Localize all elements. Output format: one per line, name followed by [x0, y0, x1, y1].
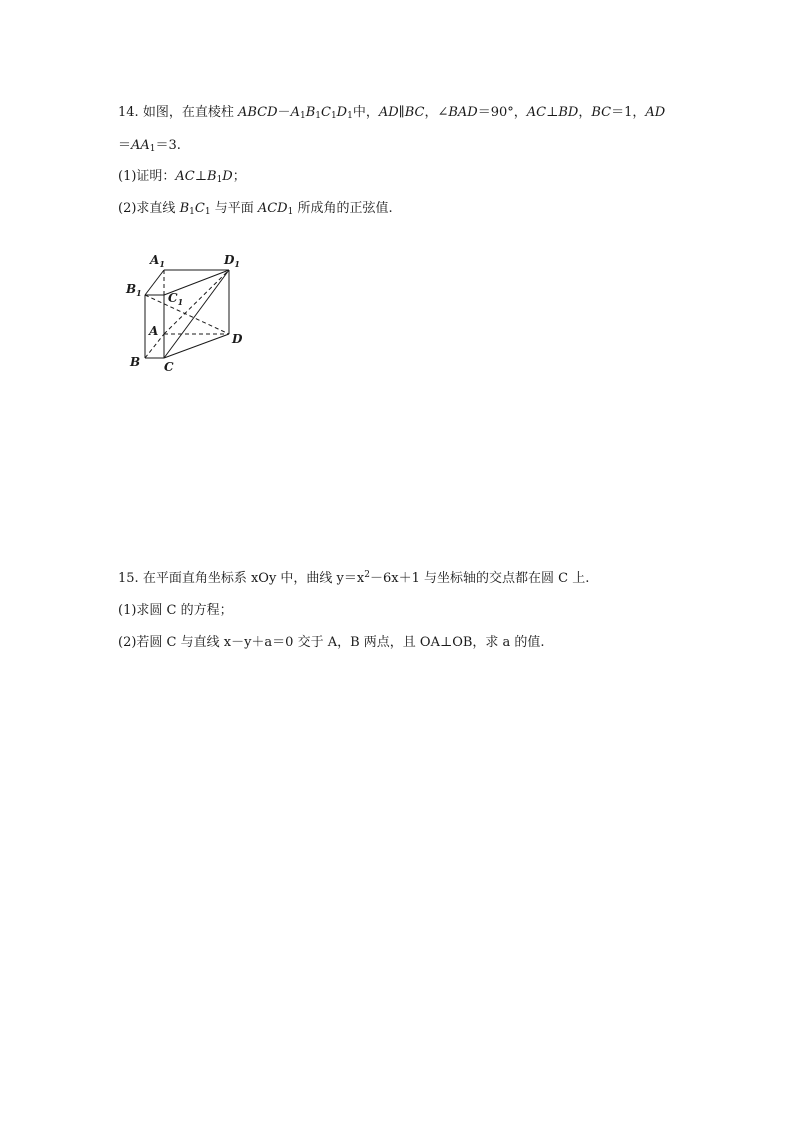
label-d1: $D_1$ — [224, 253, 240, 269]
label-a: A — [149, 324, 159, 338]
edge-c-d — [164, 334, 229, 358]
label-d: D — [232, 332, 243, 346]
q14-eq: ＝ — [118, 138, 132, 153]
q14-sub: 1 — [189, 207, 195, 217]
q14-a1: A — [290, 105, 300, 120]
q14-dash: － — [277, 105, 291, 120]
edge-b1-a1 — [145, 270, 164, 295]
q15-part2 — [118, 634, 545, 652]
q14-line2 — [118, 137, 181, 155]
q14-sub: 1 — [315, 111, 321, 121]
label-c: C — [164, 360, 174, 374]
q14-parallel: ∥ — [398, 105, 405, 120]
q14-sub: 1 — [216, 175, 223, 185]
q14-angle: ∠ — [437, 105, 449, 120]
edge-c-d1 — [164, 270, 229, 358]
q15-number: 15. — [118, 571, 139, 586]
q14-sub: 1 — [347, 111, 353, 121]
q14-part2-lead: (2)求直线 — [118, 201, 176, 216]
label-b: B — [130, 355, 141, 369]
q14-bd: BD — [558, 105, 579, 120]
q14-part2-c: C — [194, 201, 205, 216]
q14-eq3: ＝3. — [155, 138, 181, 153]
q15-lead: 在平面直角坐标系 xOy 中，曲线 y＝x — [142, 571, 365, 586]
q14-number: 14. — [118, 105, 139, 120]
q14-prism: ABCD — [237, 105, 278, 120]
q14-lead: 如图，在直棱柱 — [142, 105, 234, 120]
q14-zhong: 中， — [352, 105, 379, 120]
q14-ad: AD — [378, 105, 399, 120]
q14-part2-acd: ACD — [257, 201, 288, 216]
q14-bad: BAD — [448, 105, 478, 120]
q14-d1: D — [336, 105, 348, 120]
q14-ac: AC — [526, 105, 547, 120]
q15-exp: 2 — [364, 570, 370, 580]
label-a1: $A_1$ — [150, 253, 165, 269]
q14-part1-perp: ⊥ — [194, 169, 207, 184]
q14-aa: AA — [131, 138, 150, 153]
q14-eq1: ＝1， — [611, 105, 646, 120]
q14-c1: C — [320, 105, 331, 120]
q15-part1 — [118, 602, 233, 620]
q14-part2 — [118, 200, 393, 218]
q14-part2-b: B — [179, 201, 190, 216]
q14-comma: ， — [578, 105, 592, 120]
q14-part1-d: D — [222, 169, 233, 184]
q14-sub: 1 — [330, 111, 337, 121]
label-b1: $B_1$ — [126, 282, 142, 298]
q14-eq90: ＝90°， — [477, 105, 527, 120]
prism-figure — [120, 250, 260, 380]
q14-comma: ， — [424, 105, 438, 120]
q14-bc-eq: BC — [591, 105, 612, 120]
q14-sub: 1 — [149, 144, 156, 154]
q14-line1 — [118, 104, 665, 122]
q14-sub: 1 — [287, 207, 294, 217]
q14-ad-end: AD — [645, 105, 666, 120]
q14-part2-mid: 与平面 — [214, 201, 254, 216]
label-c1: $C_1$ — [168, 291, 184, 307]
q14-part1-end: ； — [232, 169, 246, 184]
q14-sub: 1 — [204, 207, 211, 217]
q14-bc: BC — [404, 105, 425, 120]
q14-b1: B — [305, 105, 316, 120]
q14-part1 — [118, 168, 246, 186]
q14-part1-lead: (1)证明： — [118, 169, 176, 184]
q15-tail: －6x＋1 与坐标轴的交点都在圆 C 上. — [369, 571, 590, 586]
q15-part2-text: (2)若圆 C 与直线 x－y＋a＝0 交于 A，B 两点，且 OA⊥OB，求 a 的值. — [118, 635, 545, 650]
q15-part1-text: (1)求圆 C 的方程； — [118, 603, 233, 618]
q15-line1 — [118, 570, 589, 588]
q14-sub: 1 — [299, 111, 306, 121]
q14-part2-end: 所成角的正弦值. — [297, 201, 393, 216]
q14-part1-b: B — [207, 169, 217, 184]
q14-perp: ⊥ — [546, 105, 559, 120]
q14-part1-ac: AC — [175, 169, 195, 184]
